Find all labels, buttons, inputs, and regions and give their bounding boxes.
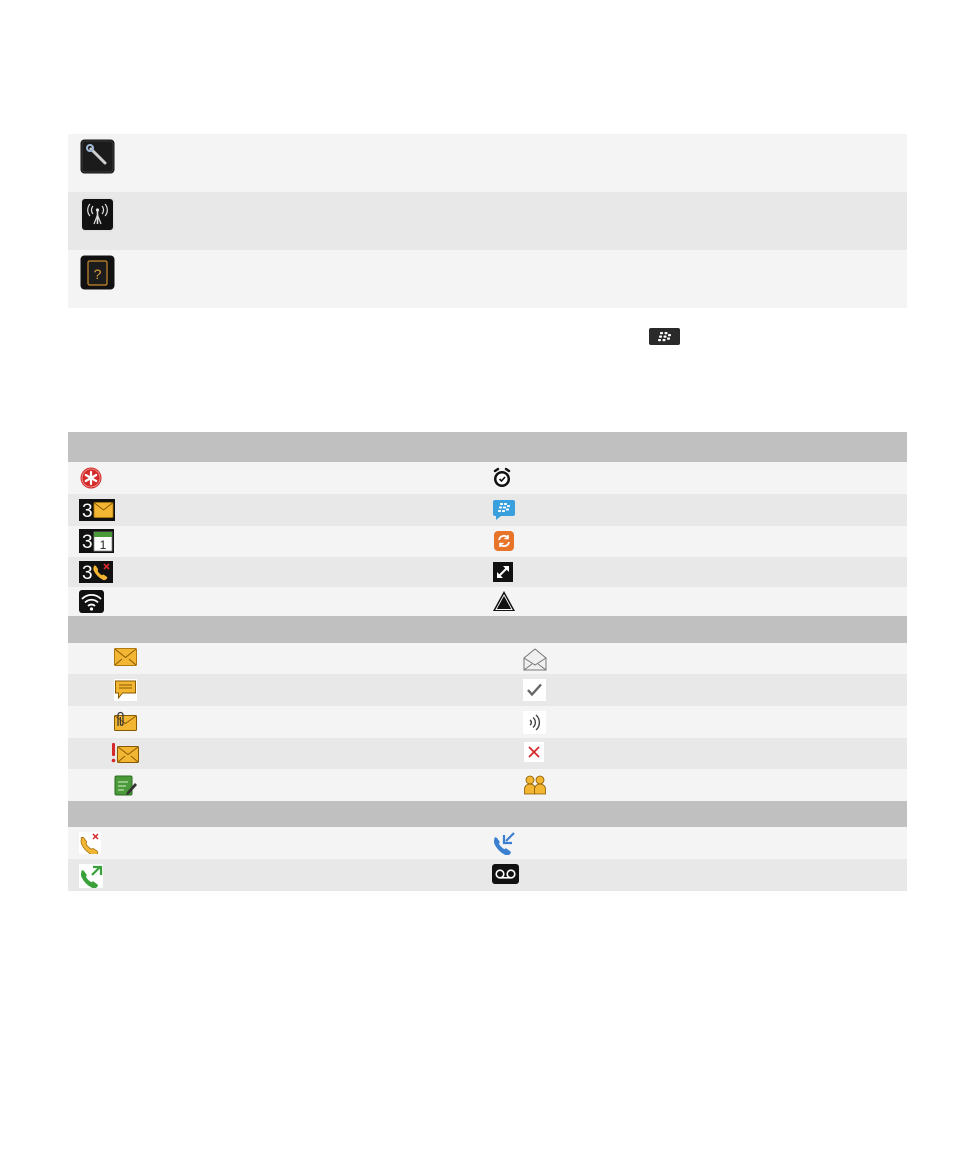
bbm-icon [492, 498, 516, 522]
table-row [68, 706, 907, 738]
setup-row-help [68, 250, 907, 308]
table-section-header-row [68, 801, 907, 827]
sync-icon [494, 531, 514, 551]
unread-alert-icon [80, 467, 102, 489]
table-row [68, 526, 907, 557]
help-icon [80, 255, 115, 290]
blackberry-menu-key-icon [649, 328, 680, 345]
wrench-icon [80, 139, 115, 174]
expand-icon [493, 562, 513, 582]
opened-message-icon [523, 648, 547, 671]
unopened-message-icon [114, 648, 137, 666]
group-message-icon [524, 775, 546, 795]
message-sent-check-icon [523, 679, 546, 701]
svg-text:3: 3 [82, 532, 93, 553]
attachment-message-icon [114, 711, 137, 731]
table-row [68, 557, 907, 587]
table-row [68, 769, 907, 801]
missed-calls-count-icon [79, 561, 113, 583]
notification-icons-table [68, 432, 907, 891]
warning-triangle-icon [492, 590, 516, 612]
received-call-icon [492, 831, 516, 855]
missed-call-icon [79, 832, 101, 854]
table-row [68, 674, 907, 706]
draft-message-icon [114, 775, 138, 796]
svg-text:3: 3 [82, 501, 93, 521]
calendar-events-count-icon [79, 529, 114, 553]
text-message-icon [114, 679, 137, 701]
voicemail-icon [492, 864, 519, 884]
svg-text:3: 3 [82, 563, 93, 583]
high-priority-message-icon [111, 743, 139, 763]
table-header-row [68, 432, 907, 462]
message-sending-icon [523, 711, 546, 734]
svg-text:?: ? [93, 266, 102, 282]
alarm-clock-icon [492, 467, 512, 488]
placed-call-icon [79, 864, 103, 888]
setup-row-setup [68, 134, 907, 192]
setup-row-network [68, 192, 907, 250]
table-row [68, 827, 907, 859]
table-section-header-row [68, 616, 907, 643]
table-row [68, 643, 907, 674]
table-row [68, 859, 907, 891]
table-row [68, 462, 907, 494]
message-not-sent-icon [524, 742, 544, 762]
setup-icons-panel [68, 134, 907, 308]
antenna-icon [80, 197, 115, 232]
table-row [68, 587, 907, 616]
wifi-icon [79, 590, 104, 613]
table-row [68, 738, 907, 769]
svg-text:1: 1 [99, 538, 107, 552]
new-messages-count-icon [79, 499, 115, 521]
table-row [68, 494, 907, 526]
